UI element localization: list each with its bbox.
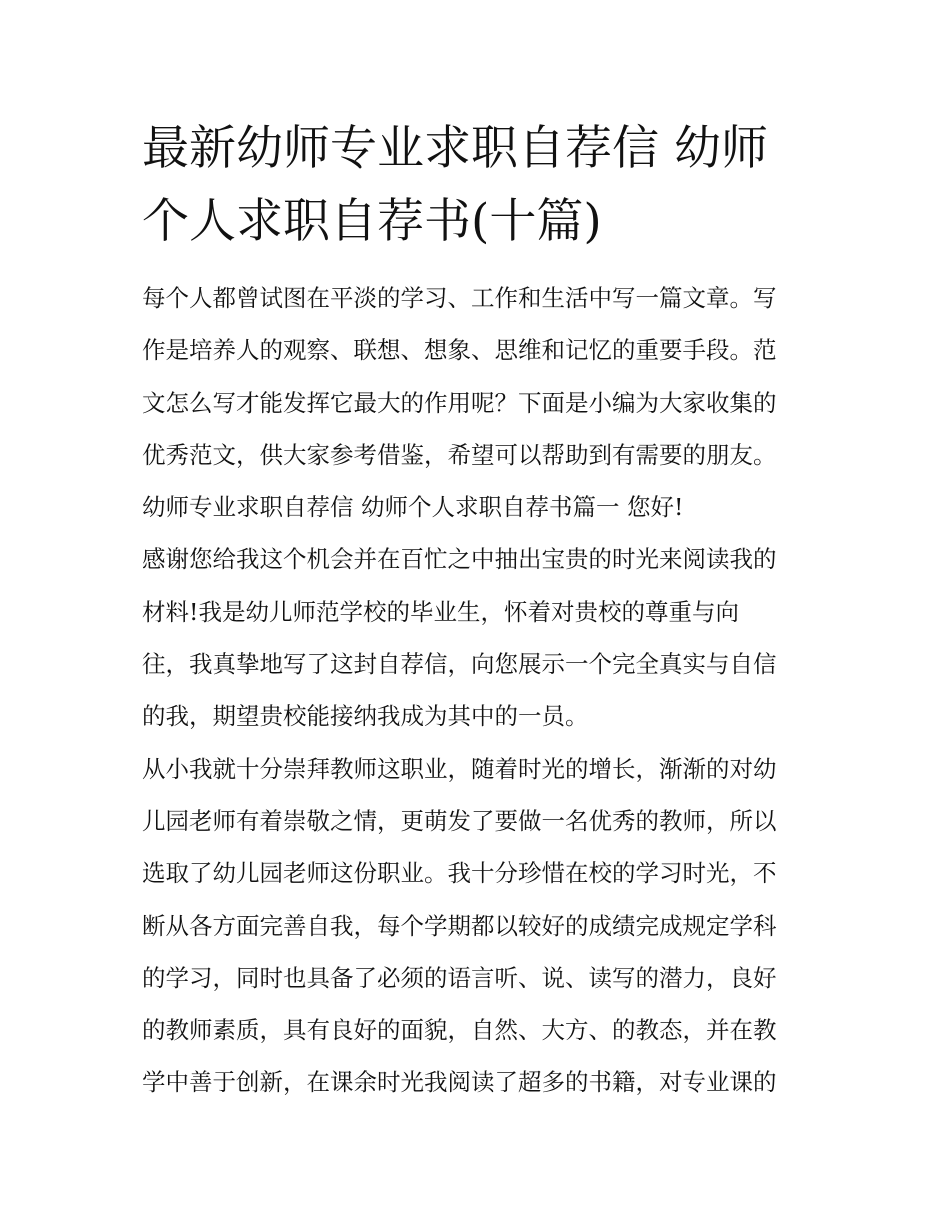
body-line: 的我，期望贵校能接纳我成为其中的一员。 — [142, 702, 589, 731]
body-line: 作是培养人的观察、联想、想象、思维和记忆的重要手段。范 — [142, 336, 777, 365]
document-content — [142, 112, 814, 1109]
body-line: 往，我真挚地写了这封自荐信，向您展示一个完全真实与自信 — [142, 650, 777, 679]
body-line: 选取了幼儿园老师这份职业。我十分珍惜在校的学习时光，不 — [142, 859, 777, 888]
document-body — [142, 272, 814, 1109]
body-line: 的学习，同时也具备了必须的语言听、说、读写的潜力，良好 — [142, 963, 777, 992]
body-line: 断从各方面完善自我，每个学期都以较好的成绩完成规定学科 — [142, 911, 777, 940]
body-line: 每个人都曾试图在平淡的学习、工作和生活中写一篇文章。写 — [142, 284, 777, 312]
body-line: 儿园老师有着崇敬之情，更萌发了要做一名优秀的教师，所以 — [142, 806, 777, 835]
body-line: 从小我就十分崇拜教师这职业，随着时光的增长，渐渐的对幼 — [142, 754, 777, 783]
title-line: 最新幼师专业求职自荐信 幼师 — [142, 121, 768, 176]
body-line: 感谢您给我这个机会并在百忙之中抽出宝贵的时光来阅读我的 — [142, 545, 777, 574]
body-line: 的教师素质，具有良好的面貌，自然、大方、的教态，并在教 — [142, 1016, 777, 1045]
title-line: 个人求职自荐书(十篇) — [142, 194, 602, 249]
body-line: 幼师专业求职自荐信 幼师个人求职自荐书篇一 您好! — [142, 493, 684, 522]
body-line: 学中善于创新，在课余时光我阅读了超多的书籍，对专业课的 — [142, 1068, 777, 1097]
body-line: 优秀范文，供大家参考借鉴，希望可以帮助到有需要的朋友。 — [142, 440, 777, 469]
body-line: 材料!我是幼儿师范学校的毕业生，怀着对贵校的尊重与向 — [142, 597, 739, 626]
body-line: 文怎么写才能发挥它最大的作用呢？下面是小编为大家收集的 — [142, 388, 777, 417]
document-title — [142, 112, 814, 258]
